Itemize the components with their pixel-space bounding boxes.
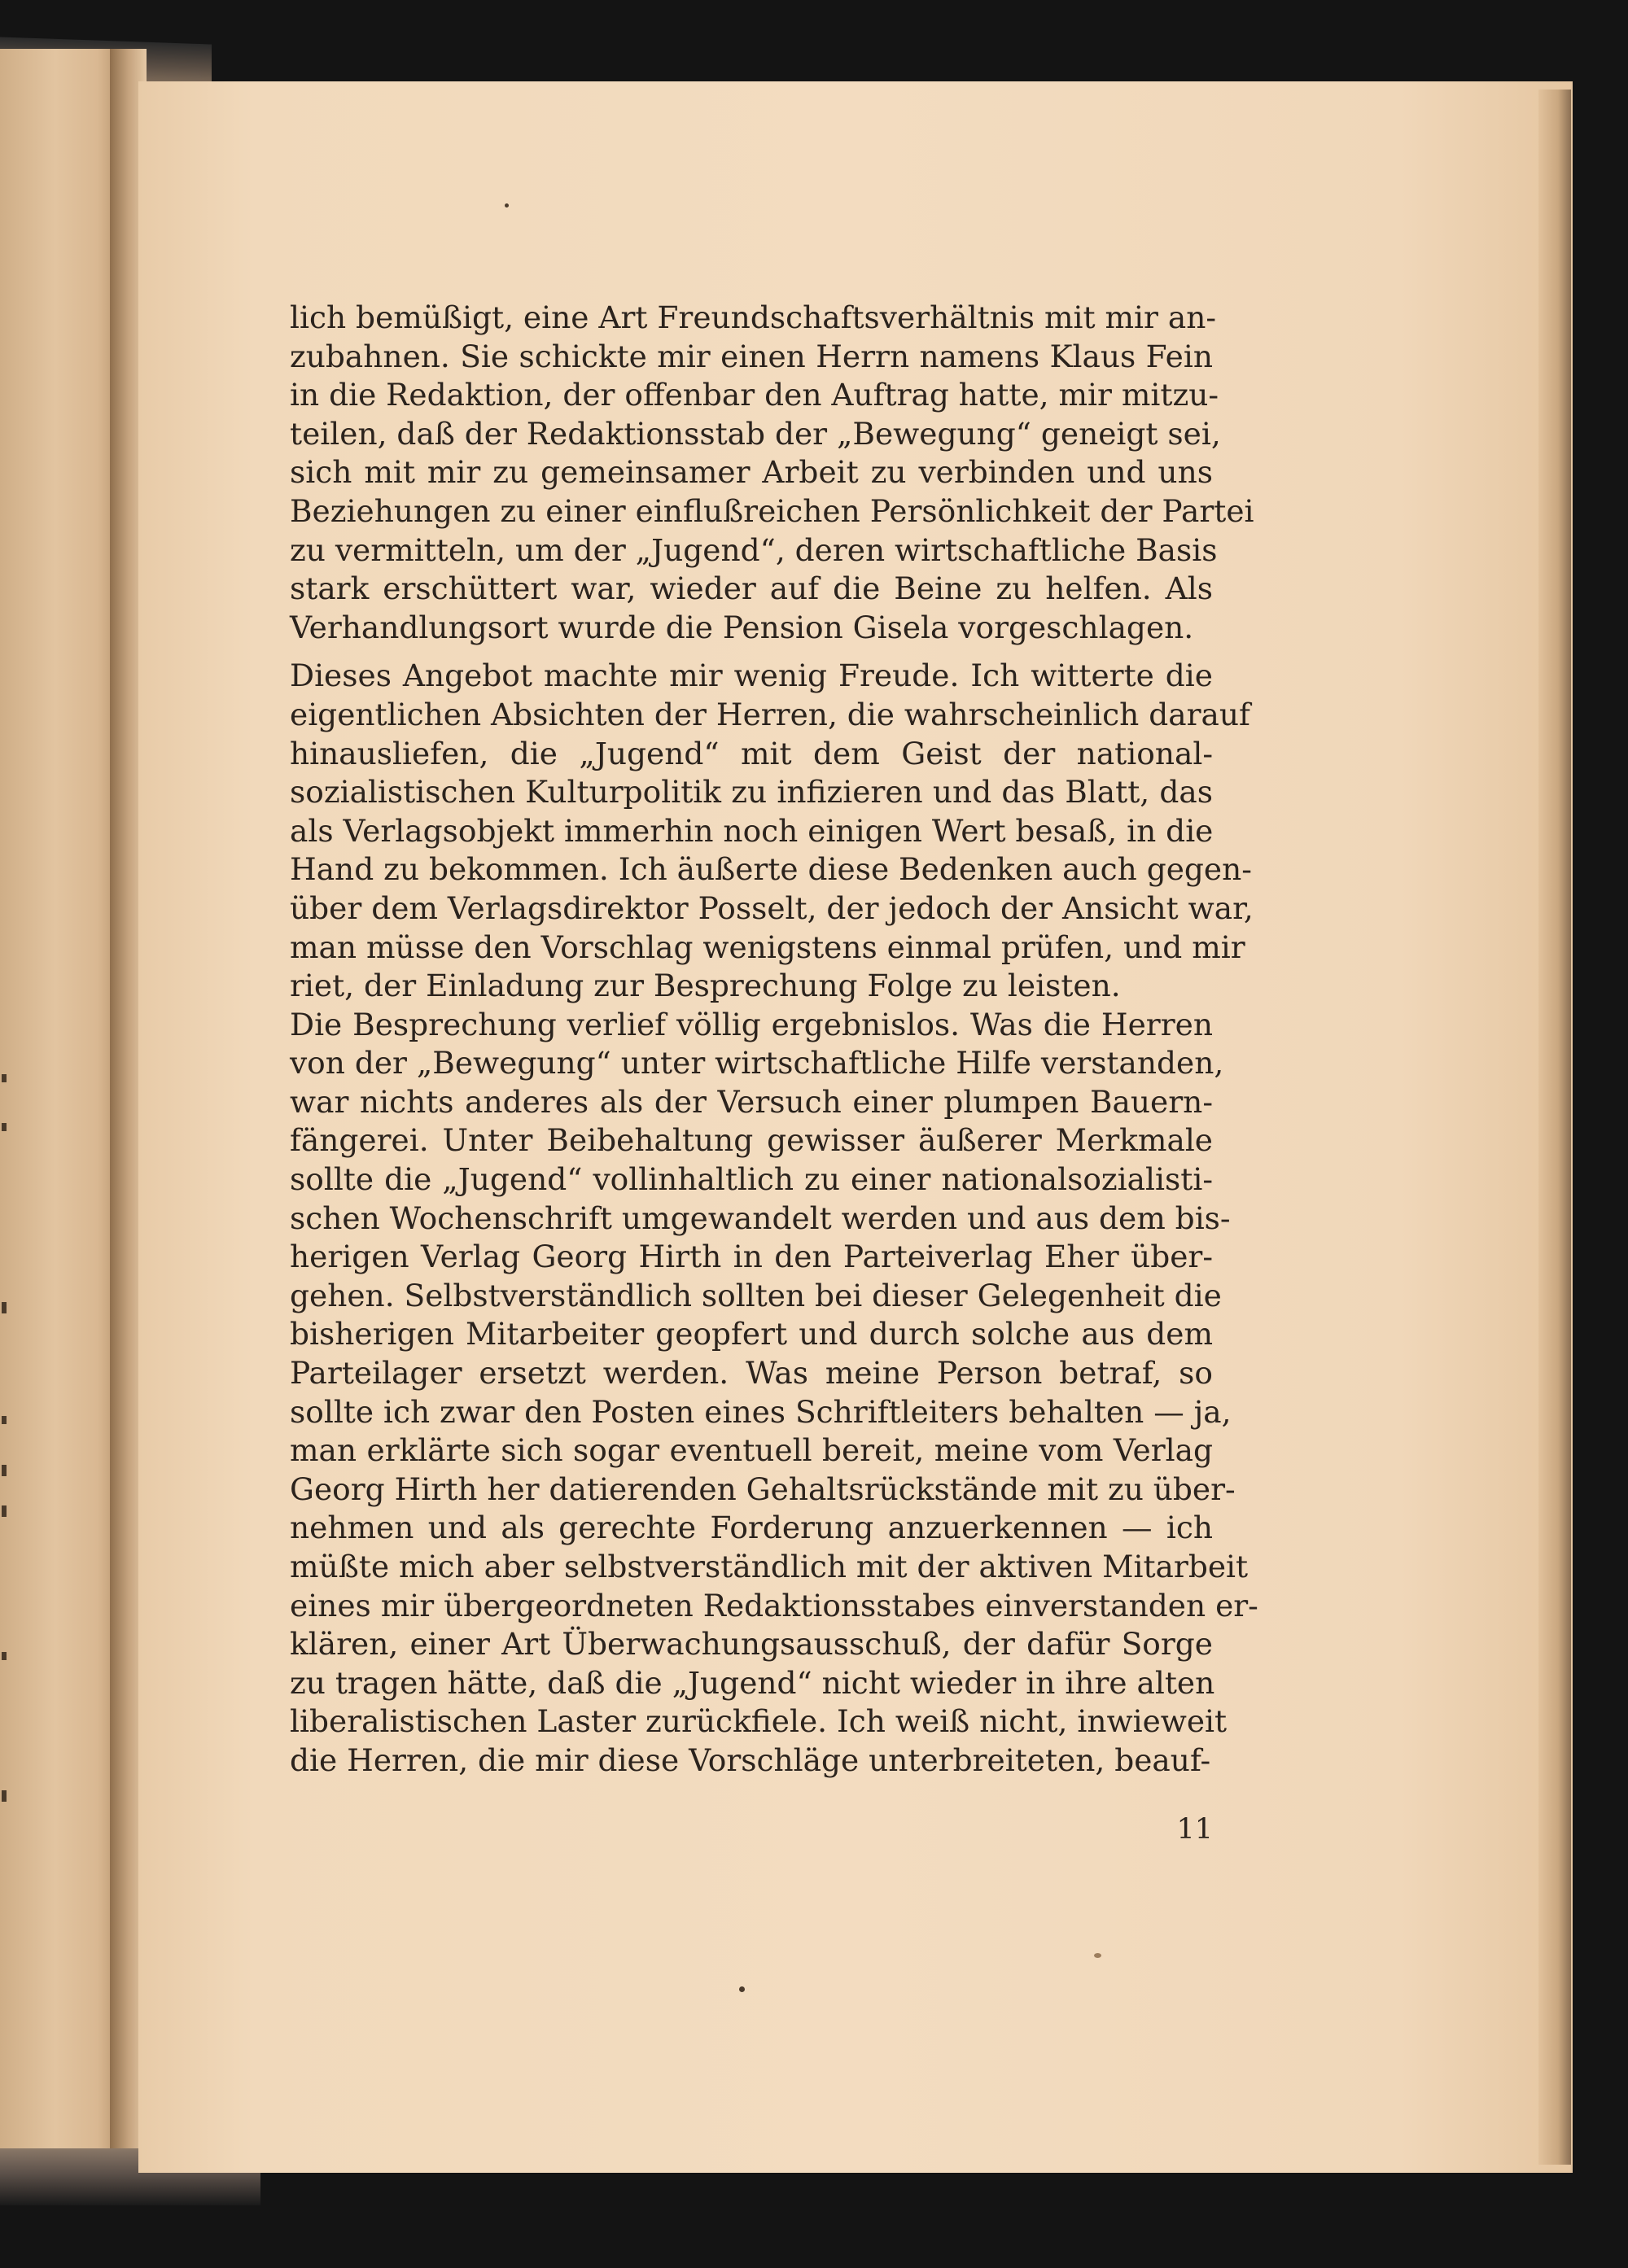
- text-line: riet, der Einladung zur Besprechung Folge zu leisten.: [290, 968, 1121, 1004]
- text-line: hinausliefen, die „Jugend“ mit dem Geist der national-: [290, 735, 1213, 771]
- text-line: Beziehungen zu einer einflußreichen Persönlichkeit der Partei: [290, 492, 1254, 529]
- paragraph: [290, 299, 1254, 647]
- text-line: Parteilager ersetzt werden. Was meine Person betraf, so: [290, 1355, 1213, 1392]
- text-line: sollte die „Jugend“ vollinhaltlich zu einer nationalsozialisti-: [290, 1161, 1213, 1198]
- text-line: sollte ich zwar den Posten eines Schriftleiters behalten — ja,: [290, 1393, 1232, 1430]
- text-line: zu vermitteln, um der „Jugend“, deren wirtschaftliche Basis: [290, 531, 1218, 568]
- text-line: zu tragen hätte, daß die „Jugend“ nicht wieder in ihre alten: [290, 1664, 1215, 1701]
- text-line: teilen, daß der Redaktionsstab der „Bewegung“ geneigt sei,: [290, 415, 1221, 452]
- paragraph: [290, 657, 1254, 1005]
- paper-speck: [1094, 1953, 1101, 1958]
- text-line: herigen Verlag Georg Hirth in den Parteiverlag Eher über-: [290, 1239, 1213, 1275]
- text-line: müßte mich aber selbstverständlich mit der aktiven Mitarbeit: [290, 1549, 1249, 1584]
- text-line: fängerei. Unter Beibehaltung gewisser äußerer Merkmale: [290, 1122, 1213, 1159]
- facing-page-edge: [0, 49, 122, 2148]
- text-line: schen Wochenschrift umgewandelt werden und aus dem bis-: [290, 1200, 1231, 1236]
- paper-speck: [505, 203, 509, 208]
- text-line: Die Besprechung verlief völlig ergebnislos. Was die Herren: [290, 1006, 1213, 1042]
- text-line: nehmen und als gerechte Forderung anzuerkennen — ich: [290, 1510, 1213, 1546]
- text-line: in die Redaktion, der offenbar den Auftrag hatte, mir mitzu-: [290, 377, 1219, 413]
- text-line: lich bemüßigt, eine Art Freundschaftsverhältnis mit mir an-: [290, 299, 1217, 335]
- text-line: die Herren, die mir diese Vorschläge unterbreiteten, beauf-: [290, 1741, 1211, 1778]
- text-line: Georg Hirth her datierenden Gehaltsrückstände mit zu über-: [290, 1470, 1236, 1507]
- text-line: über dem Verlagsdirektor Posselt, der jedoch der Ansicht war,: [290, 889, 1254, 926]
- text-line: eines mir übergeordneten Redaktionsstabes einverstanden er-: [290, 1587, 1258, 1623]
- text-line: sich mit mir zu gemeinsamer Arbeit zu verbinden und uns: [290, 454, 1213, 491]
- paper-speck: [739, 1986, 745, 1992]
- page-number: 11: [1176, 1813, 1213, 1846]
- text-line: bisherigen Mitarbeiter geopfert und durch solche aus dem: [290, 1316, 1213, 1352]
- text-line: zubahnen. Sie schickte mir einen Herrn namens Klaus Fein: [290, 338, 1213, 374]
- text-line: war nichts anderes als der Versuch einer plumpen Bauern-: [290, 1083, 1213, 1120]
- text-line: Hand zu bekommen. Ich äußerte diese Bedenken auch gegen-: [290, 851, 1252, 888]
- text-line: eigentlichen Absichten der Herren, die wahrscheinlich darauf: [290, 696, 1250, 732]
- page-right-edge: [1538, 90, 1571, 2165]
- text-line: klären, einer Art Überwachungsausschuß, der dafür Sorge: [290, 1626, 1213, 1663]
- text-line: von der „Bewegung“ unter wirtschaftliche Hilfe verstanden,: [290, 1045, 1224, 1082]
- body-text: [290, 299, 1258, 1781]
- text-line: liberalistischen Laster zurückfiele. Ich weiß nicht, inwieweit: [290, 1703, 1228, 1740]
- text-line: als Verlagsobjekt immerhin noch einigen Wert besaß, in die: [290, 812, 1214, 849]
- text-line: man müsse den Vorschlag wenigstens einmal prüfen, und mir: [290, 929, 1245, 965]
- paragraph: [290, 1006, 1258, 1781]
- text-line: Verhandlungsort wurde die Pension Gisela vorgeschlagen.: [290, 609, 1194, 645]
- text-line: sozialistischen Kulturpolitik zu infizieren und das Blatt, das: [290, 774, 1213, 811]
- text-line: man erklärte sich sogar eventuell bereit, meine vom Verlag: [290, 1432, 1213, 1469]
- text-line: gehen. Selbstverständlich sollten bei dieser Gelegenheit die: [290, 1277, 1222, 1313]
- text-line: stark erschüttert war, wieder auf die Beine zu helfen. Als: [290, 570, 1213, 607]
- text-line: Dieses Angebot machte mir wenig Freude. Ich witterte die: [290, 658, 1213, 694]
